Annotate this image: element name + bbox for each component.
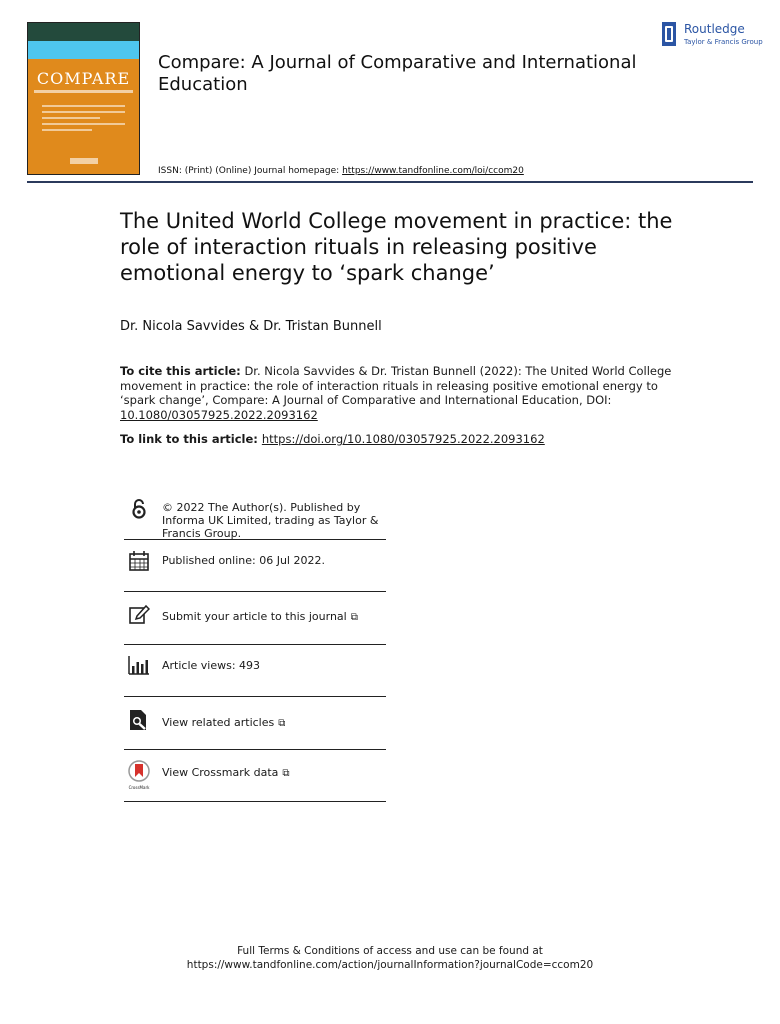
routledge-r-icon [662,22,676,46]
crossmark-link[interactable] [162,766,290,780]
search-document-icon [128,709,150,731]
citation-block [120,364,680,422]
article-views-item [124,645,386,697]
cite-label: To cite this article: [120,364,241,378]
article-authors: Dr. Nicola Savvides & Dr. Tristan Bunnell [120,319,382,334]
cover-band-blue [28,41,139,59]
published-date-text: Published online: 06 Jul 2022. [162,554,325,567]
external-link-icon: ⧉ [350,612,358,623]
published-date-item [124,540,386,592]
article-views-text: Article views: 493 [162,659,261,672]
open-access-text: © 2022 The Author(s). Published by Informa UK Limited, trading as Taylor & Francis Group. [162,501,379,540]
crossmark-icon [126,760,152,788]
issn-label: ISSN: (Print) (Online) Journal homepage: [158,166,343,176]
footer-terms-url[interactable]: https://www.tandfonline.com/action/journalInformation?journalCode=ccom20 [186,959,594,971]
routledge-logo[interactable] [662,22,762,50]
cover-title: COMPARE [36,69,131,88]
submit-article-item[interactable] [124,592,386,645]
open-access-icon [128,498,150,520]
open-access-item [124,490,386,540]
cover-text-lines [42,105,125,131]
submit-article-link[interactable] [162,610,358,624]
crossmark-item[interactable] [124,750,386,802]
edit-icon [128,603,150,625]
article-link-line [120,432,545,446]
header-divider [27,181,753,183]
related-articles-item[interactable] [124,697,386,750]
cover-subtitle-line [34,90,133,93]
journal-homepage-link[interactable]: https://www.tandfonline.com/loi/ccom20 [342,166,524,176]
crossmark-text: View Crossmark data [162,766,279,779]
link-label: To link to this article: [120,432,262,446]
cite-text: Dr. Nicola Savvides & Dr. Tristan Bunnell (2022): The United World College movement in practice: the role of interaction rituals in releasing positive emotional energy to ‘spark change’, Compare: A Journal of Comparative and International Education, DOI: [120,364,672,407]
cover-band-dark [28,23,139,41]
journal-name: Compare: A Journal of Comparative and International Education [158,52,637,95]
publisher-name: Routledge [684,22,745,36]
article-doi-url[interactable]: https://doi.org/10.1080/03057925.2022.2093162 [261,432,545,446]
publisher-group: Taylor & Francis Group [684,38,763,46]
footer-terms-text: Full Terms & Conditions of access and use can be found at [237,945,543,957]
external-link-icon: ⧉ [282,768,290,779]
article-info-list [124,490,386,802]
submit-article-text: Submit your article to this journal [162,610,347,623]
related-articles-text: View related articles [162,716,275,729]
article-title: The United World College movement in practice: the role of interaction rituals in releasing positive emotional energy to ‘spark change’ [120,209,673,285]
bar-chart-icon [128,654,150,676]
doi-link[interactable]: 10.1080/03057925.2022.2093162 [120,407,318,422]
crossmark-logo-text: CrossMark [128,785,150,790]
page-footer [0,944,780,972]
cover-publisher-logo [70,158,98,164]
calendar-icon [128,550,150,572]
external-link-icon: ⧉ [278,718,286,729]
related-articles-link[interactable] [162,716,285,730]
journal-cover-image [27,22,140,175]
issn-line [158,166,524,176]
